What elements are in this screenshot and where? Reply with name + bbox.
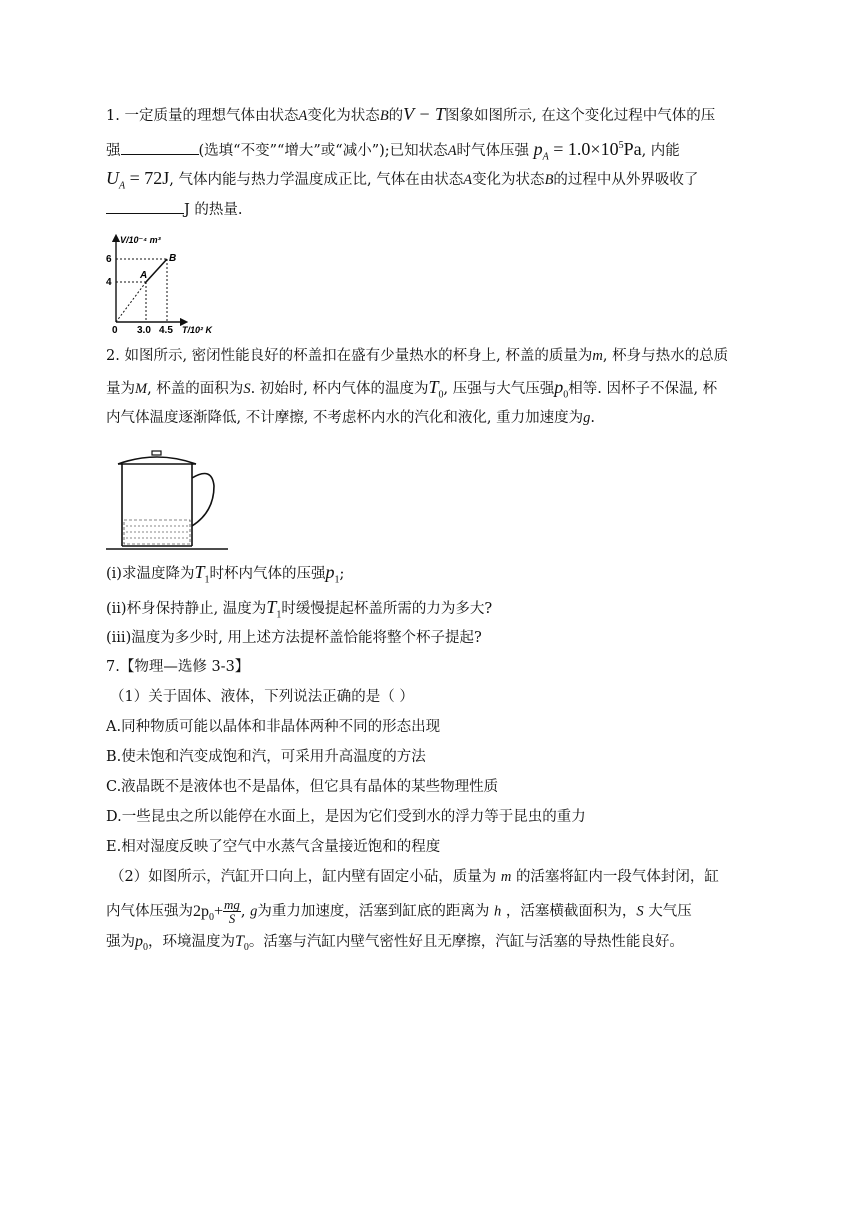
q2-part-iii: (iii)温度为多少时, 用上述方法提杯盖恰能将整个杯子提起? bbox=[106, 630, 482, 646]
q1-line-2: 强 (选填“不变”“增大”或“减小”);已知状态A时气体压强 $p_A = 1.0\times 10^5Pa$, 内能 bbox=[106, 139, 680, 163]
q7-sub2-line-3: 强为$p_0$，环境温度为$T_0$。活塞与汽缸内壁气密性好且无摩擦，汽缸与活塞的导热性能良好。 bbox=[106, 933, 684, 954]
vt-symbol: V − T bbox=[403, 104, 445, 124]
graph-xlabel: T/10² K bbox=[182, 325, 213, 335]
lid-knob bbox=[152, 451, 161, 455]
point-a-label: A bbox=[140, 270, 148, 281]
q7-sub1: （1）关于固体、液体，下列说法正确的是（ ） bbox=[110, 689, 414, 705]
svg-text:4: 4 bbox=[106, 277, 112, 288]
option-e: E.相对湿度反映了空气中水蒸气含量接近饱和的程度 bbox=[106, 839, 441, 855]
q1-line-4: J 的热量. bbox=[106, 199, 243, 220]
cup-figure bbox=[104, 446, 228, 552]
q1-line-3: $U_A = 72J$, 气体内能与热力学温度成正比, 气体在由状态A变化为状态B的过程中从外界吸收了 bbox=[106, 168, 699, 192]
svg-text:0: 0 bbox=[112, 325, 118, 336]
point-b-label: B bbox=[169, 253, 177, 264]
vt-graph bbox=[104, 232, 228, 336]
cup-lid bbox=[118, 457, 196, 464]
hot-water bbox=[124, 520, 190, 544]
q7-sub2-line-2: 内气体压强为$2p_0+$ $\frac{mg}{S}$ , g为重力加速度，活塞到缸底的距离为 h ，活塞横截面积为，S 大气压 bbox=[106, 897, 692, 926]
svg-text:4.5: 4.5 bbox=[159, 325, 173, 336]
answer-blank-2[interactable] bbox=[106, 199, 184, 214]
svg-text:3.0: 3.0 bbox=[137, 325, 151, 336]
process-line bbox=[146, 259, 167, 282]
answer-blank-1[interactable] bbox=[121, 140, 199, 155]
q7-title: 7.【物理—选修 3-3】 bbox=[106, 659, 250, 675]
option-d: D.一些昆虫之所以能停在水面上，是因为它们受到水的浮力等于昆虫的重力 bbox=[106, 809, 586, 825]
option-a: A.同种物质可能以晶体和非晶体两种不同的形态出现 bbox=[106, 719, 441, 735]
q2-part-i: (i)求温度降为$T_1$时杯内气体的压强$p_1$; bbox=[106, 562, 345, 586]
option-c: C.液晶既不是液体也不是晶体，但它具有晶体的某些物理性质 bbox=[106, 779, 499, 795]
q2-part-ii: (ii)杯身保持静止, 温度为$T_1$时缓慢提起杯盖所需的力为多大? bbox=[106, 597, 493, 621]
q2-line-1: 2. 如图所示, 密闭性能良好的杯盖扣在盛有少量热水的杯身上, 杯盖的质量为m, 杯身与热水的总质 bbox=[106, 348, 729, 364]
cup-handle bbox=[192, 474, 214, 527]
option-b: B.使未饱和汽变成饱和汽，可采用升高温度的方法 bbox=[106, 749, 426, 765]
q1-line-1: 1. 一定质量的理想气体由状态A变化为状态B的V − T图象如图所示, 在这个变化过程中气体的压 bbox=[106, 104, 716, 124]
svg-text:6: 6 bbox=[106, 254, 112, 265]
q7-sub2-line-1: （2）如图所示，汽缸开口向上，缸内壁有固定小砧，质量为 m 的活塞将缸内一段气体封闭，缸 bbox=[110, 869, 719, 885]
graph-ylabel: V/10⁻⁴ m³ bbox=[120, 235, 161, 245]
q2-line-2: 量为M, 杯盖的面积为S. 初始时, 杯内气体的温度为$T_0$, 压强与大气压强$p_0$相等. 因杯子不保温, 杯 bbox=[106, 377, 718, 401]
q2-line-3: 内气体温度逐渐降低, 不计摩擦, 不考虑杯内水的汽化和液化, 重力加速度为g. bbox=[106, 410, 596, 426]
